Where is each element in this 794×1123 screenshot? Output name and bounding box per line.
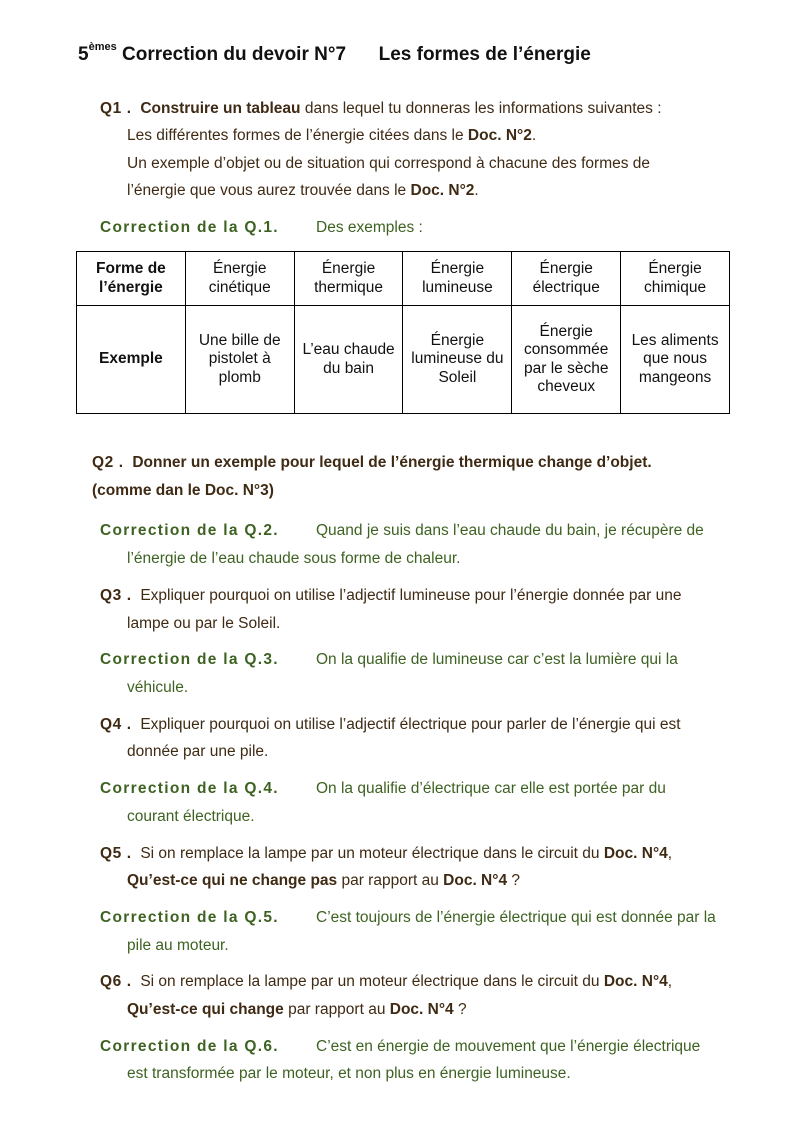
q3-text: Expliquer pourquoi on utilise l’adjectif lumineuse pour l’énergie donnée par une	[140, 587, 682, 604]
table-row	[77, 306, 730, 414]
q1-line3: Un exemple d’objet ou de situation qui correspond à chacune des formes de	[127, 155, 651, 172]
level: 5	[78, 44, 89, 65]
cell-line: Énergie	[430, 260, 485, 278]
q5-line1	[100, 845, 672, 863]
cell-line: mangeons	[638, 368, 712, 386]
q6-line2-ref: Doc. N°4	[389, 1001, 454, 1018]
c3-text: On la qualifie de lumineuse car c’est la lumière qui la	[316, 651, 678, 668]
q4-line1	[100, 716, 681, 734]
q1-line4	[127, 182, 479, 200]
q6-label: Q6 .	[100, 973, 132, 990]
cell-line: thermique	[314, 278, 384, 296]
q2-line1	[92, 454, 652, 472]
q3-label: Q3 .	[100, 587, 132, 604]
q1-line4-text: l’énergie que vous aurez trouvée dans le	[127, 182, 411, 199]
c5-line2: pile au moteur.	[127, 937, 229, 954]
cell-line: que nous	[643, 350, 707, 368]
c1-line1	[100, 219, 279, 237]
cell-line: chimique	[644, 278, 707, 296]
q3-line2: lampe ou par le Soleil.	[127, 615, 281, 632]
cell-line: cinétique	[208, 278, 271, 296]
c4-label	[100, 780, 279, 798]
q4-label: Q4 .	[100, 716, 132, 733]
table-cell-form	[294, 252, 403, 306]
q1-line2-ref: Doc. N°2	[467, 127, 532, 144]
q1-line2	[127, 127, 536, 145]
c4-text: On la qualifie d’électrique car elle est portée par du	[316, 780, 666, 797]
q6-line2	[127, 1001, 467, 1019]
c3-line2: véhicule.	[127, 679, 189, 696]
q1-line2-end: .	[531, 127, 537, 144]
c1-text: Des exemples :	[316, 219, 423, 236]
q5-line2-bold: Qu’est-ce qui ne change pas	[127, 872, 338, 889]
q5-line2-text: par rapport au	[337, 872, 444, 889]
q5-line2-ref: Doc. N°4	[443, 872, 508, 889]
q1-line2-text: Les différentes formes de l’énergie citées dans le	[127, 127, 468, 144]
cell-line: Les aliments	[631, 331, 719, 349]
c5-text: C’est toujours de l’énergie électrique qui est donnée par la	[316, 909, 716, 926]
cell-line: cheveux	[537, 378, 596, 396]
cell-line: Énergie	[430, 331, 485, 349]
q4-line2: donnée par une pile.	[127, 743, 269, 760]
cell-line: du bain	[323, 359, 374, 377]
c4-label-text: Correction de la Q.4.	[100, 780, 279, 797]
c6-label	[100, 1038, 279, 1056]
table-cell-example	[403, 306, 512, 414]
cell-line: Énergie	[539, 260, 593, 278]
table-cell-example	[185, 306, 294, 414]
c2-line2: l’énergie de l’eau chaude sous forme de chaleur.	[127, 550, 461, 567]
cell-line: Une bille de	[198, 331, 281, 349]
cell-line: pistolet à	[208, 350, 271, 368]
table-row	[77, 252, 730, 306]
q6-ref: Doc. N°4	[603, 973, 668, 990]
q2-line2: (comme dan le Doc. N°3)	[92, 482, 274, 499]
c6-line2: est transformée par le moteur, et non plus en énergie lumineuse.	[127, 1065, 571, 1082]
cell-line: L’eau chaude	[302, 341, 395, 359]
q4-text: Expliquer pourquoi on utilise l’adjectif électrique pour parler de l’énergie qui est	[140, 716, 681, 733]
cell-line: Forme de	[96, 260, 166, 278]
c3-label-text: Correction de la Q.3.	[100, 651, 279, 668]
c6-text: C’est en énergie de mouvement que l’énergie électrique	[316, 1038, 701, 1055]
c2-label	[100, 522, 279, 540]
c5-label-text: Correction de la Q.5.	[100, 909, 279, 926]
c2-text: Quand je suis dans l’eau chaude du bain, je récupère de	[316, 522, 704, 539]
cell-line: consommée	[524, 341, 609, 359]
c2-label-text: Correction de la Q.2.	[100, 522, 279, 539]
table-cell-form	[621, 252, 730, 306]
q3-line1	[100, 587, 681, 605]
q6-line2-bold: Qu’est-ce qui change	[127, 1001, 284, 1018]
cell-line: l’énergie	[99, 278, 163, 296]
c5-label	[100, 909, 279, 927]
cell-line: Énergie	[321, 260, 376, 278]
q5-label: Q5 .	[100, 845, 132, 862]
q6-end: ,	[667, 973, 673, 990]
table-header-exemple: Exemple	[77, 306, 186, 414]
cell-line: électrique	[532, 278, 600, 296]
table-cell-form	[512, 252, 621, 306]
q6-text: Si on remplace la lampe par un moteur électrique dans le circuit du	[140, 973, 604, 990]
q6-line1	[100, 973, 672, 991]
q2-text: Donner un exemple pour lequel de l’énergie thermique change d’objet.	[132, 454, 652, 471]
q1-line4-end: .	[474, 182, 479, 199]
cell-line: lumineuse	[422, 278, 493, 296]
cell-line: Soleil	[438, 368, 477, 386]
table-cell-example	[294, 306, 403, 414]
c3-label	[100, 651, 279, 669]
cell-line: Énergie	[539, 322, 593, 340]
table-cell-example	[512, 306, 621, 414]
c4-line2: courant électrique.	[127, 808, 255, 825]
q1-text-rest: dans lequel tu donneras les informations suivantes :	[300, 100, 662, 117]
cell-line: par le sèche	[524, 359, 609, 377]
q1-bold-lead: Construire un tableau	[140, 100, 301, 117]
q1-label: Q1 .	[100, 100, 132, 117]
q6-line2-end: ?	[453, 1001, 467, 1018]
c6-label-text: Correction de la Q.6.	[100, 1038, 279, 1055]
q1-line4-ref: Doc. N°2	[410, 182, 475, 199]
table-cell-form	[185, 252, 294, 306]
subtitle-text: Les formes de l’énergie	[378, 44, 591, 65]
cell-line: Énergie	[213, 260, 267, 278]
q5-ref: Doc. N°4	[603, 845, 668, 862]
q5-line2-end: ?	[507, 872, 521, 889]
table-header-forme	[77, 252, 186, 306]
q5-line2	[127, 872, 520, 890]
q2-label: Q2 .	[92, 454, 124, 471]
energy-table	[76, 251, 730, 414]
level-sup: èmes	[88, 41, 117, 53]
cell-line: lumineuse du	[411, 350, 504, 368]
q6-line2-text: par rapport au	[283, 1001, 390, 1018]
table-cell-form	[403, 252, 512, 306]
cell-line: plomb	[218, 368, 261, 386]
q5-end: ,	[667, 845, 673, 862]
q5-text: Si on remplace la lampe par un moteur électrique dans le circuit du	[140, 845, 604, 862]
cell-line: Énergie	[648, 260, 702, 278]
q1-line1	[100, 100, 662, 118]
page-title	[78, 41, 591, 66]
c1-label: Correction de la Q.1.	[100, 219, 279, 236]
table-cell-example	[621, 306, 730, 414]
title-text: Correction du devoir N°7	[122, 44, 347, 65]
